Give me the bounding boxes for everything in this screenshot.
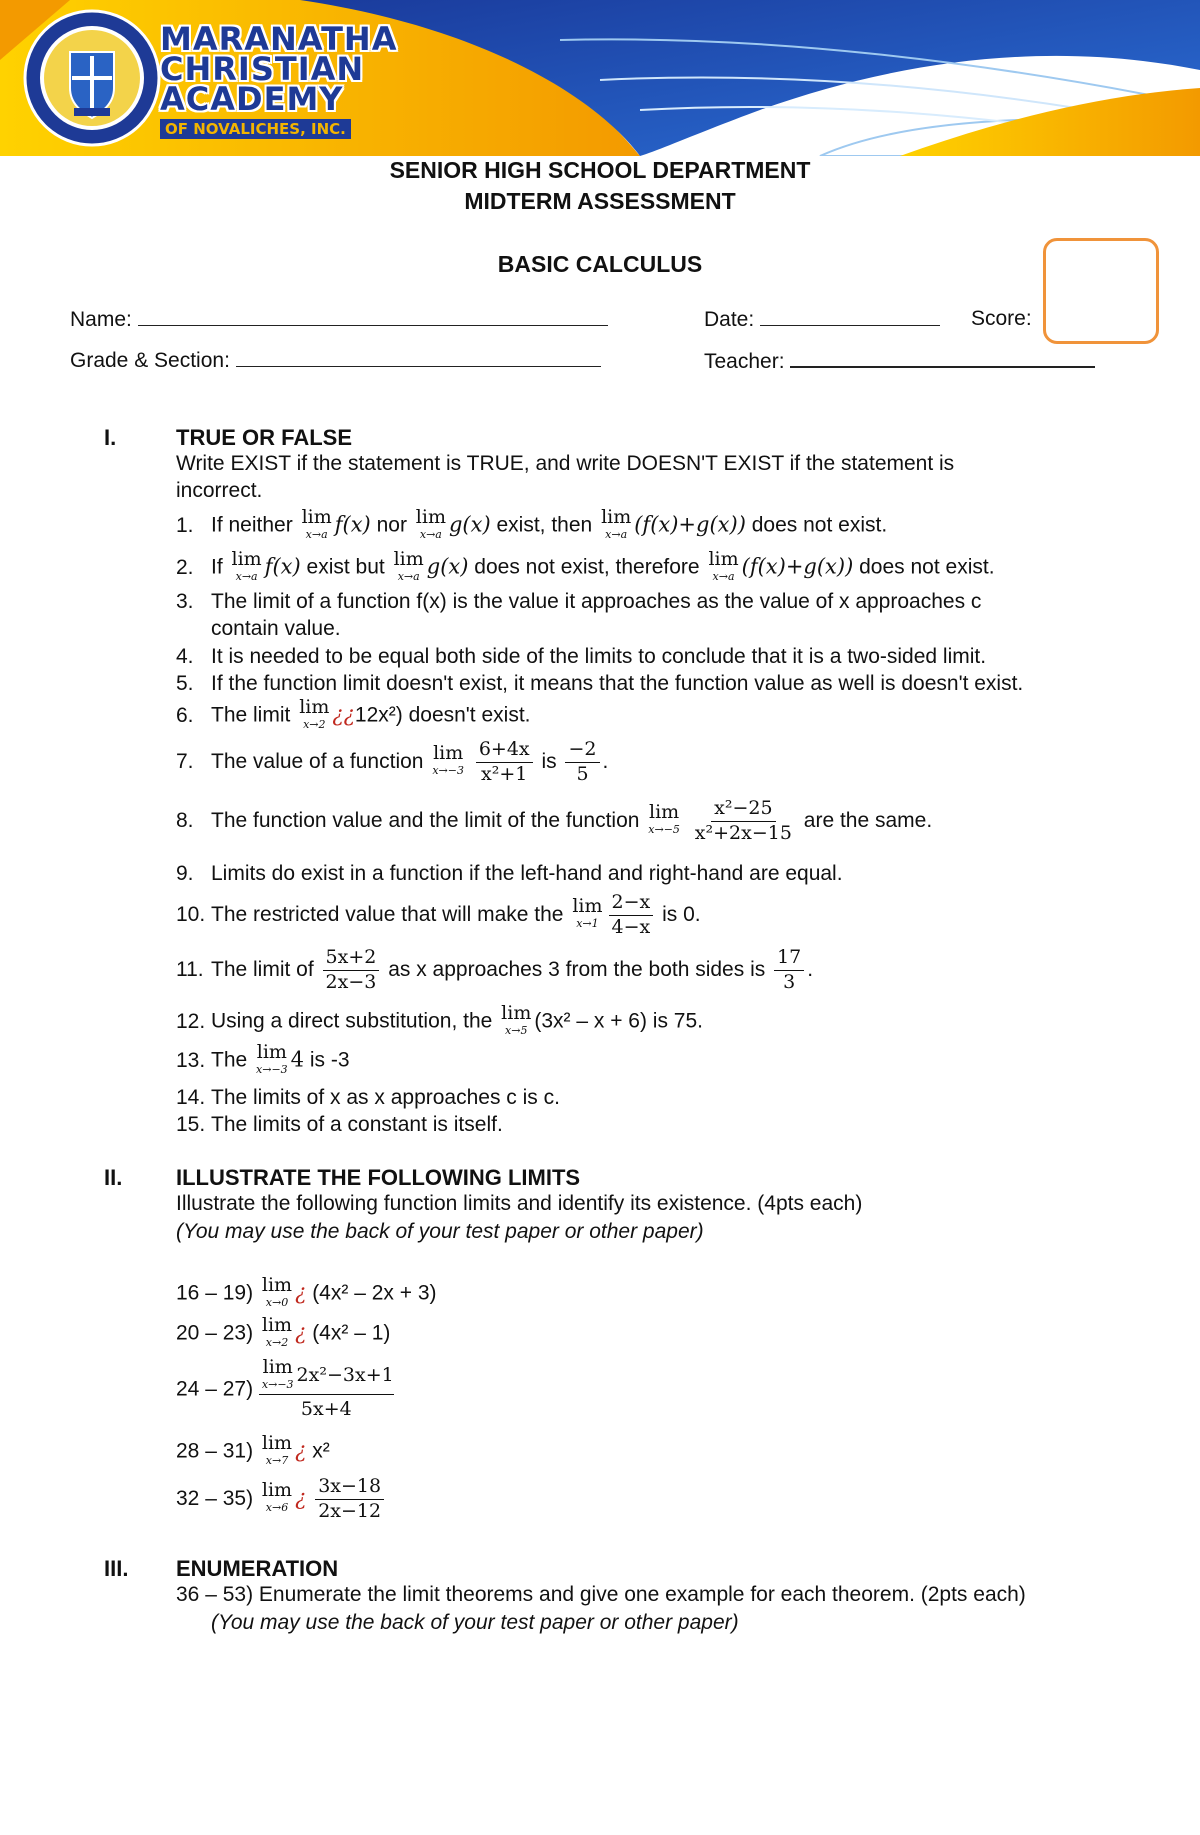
illustrate-item-2 (176, 1314, 391, 1350)
lim-word: lim (261, 1314, 293, 1336)
question-15 (176, 1113, 503, 1137)
q7-fraction (476, 740, 533, 785)
item5-denominator: 2x−12 (318, 1499, 382, 1522)
section3-instruction: 36 – 53) Enumerate the limit theorems and give one example for each theorem. (2pts each) (176, 1583, 1026, 1606)
lim-word: lim (708, 548, 739, 570)
q2-limit-f (232, 550, 262, 582)
section2-note: (You may use the back of your test paper or other paper) (176, 1220, 704, 1243)
item-label: 20 – 23) (176, 1321, 254, 1345)
q6-text-a: The limit (211, 703, 291, 727)
teacher-blank[interactable] (790, 348, 1095, 368)
q11-numerator: 5x+2 (323, 948, 380, 971)
item-limit (262, 1358, 294, 1390)
question-3 (176, 590, 981, 614)
q7-number: 7. (176, 749, 194, 773)
q11-text-b: as x approaches 3 from the both sides is (388, 957, 766, 981)
question-1 (176, 506, 888, 542)
school-name (160, 20, 398, 144)
q1-fx: f(x) (334, 512, 371, 537)
q13-text-b: is -3 (309, 1048, 350, 1072)
q7-result-numerator: −2 (565, 740, 599, 763)
q6-glyph: ¿¿ (332, 702, 355, 727)
q8-number: 8. (176, 808, 194, 832)
lim-word: lim (231, 548, 262, 570)
question-9 (176, 862, 843, 886)
q2-text-a: If (211, 555, 223, 579)
item-limit (262, 1434, 292, 1466)
lim-sub: x→−3 (256, 1063, 288, 1076)
illustrate-item-1 (176, 1274, 437, 1310)
lim-sub: x→6 (265, 1501, 289, 1515)
item-expression: (4x² – 2x + 3) (312, 1281, 437, 1305)
q14-text: The limits of x as x approaches c is c. (211, 1086, 560, 1109)
name-label: Name: (70, 308, 132, 331)
q8-text-a: The function value and the limit of the function (211, 808, 640, 832)
question-10 (176, 893, 701, 938)
lim-word: lim (649, 801, 680, 824)
item-limit (262, 1481, 292, 1513)
q5-text: If the function limit doesn't exist, it means that the function value as well is doesn't exist. (211, 672, 1024, 695)
q7-text-a: The value of a function (211, 749, 424, 773)
q10-text-a: The restricted value that will make the (211, 902, 564, 926)
q11-number: 11. (176, 957, 204, 981)
q3-text-line2: contain value. (211, 617, 341, 640)
subject-title: BASIC CALCULUS (497, 251, 703, 277)
question-13 (176, 1041, 350, 1077)
q8-limit (648, 803, 680, 835)
q1-limit-g (416, 508, 446, 540)
q1-limit-sum (601, 508, 631, 540)
q15-text: The limits of a constant is itself. (211, 1113, 503, 1136)
question-2 (176, 548, 995, 584)
q10-text-b: is 0. (662, 902, 701, 926)
q12-number: 12. (176, 1009, 206, 1033)
q11-result-fraction (774, 948, 804, 993)
question-6 (176, 696, 531, 732)
lim-word: lim (433, 742, 464, 765)
item3-fraction (259, 1356, 394, 1420)
q1-text-a: If neither (211, 513, 293, 537)
item-glyph: ¿ (295, 1485, 307, 1510)
q6-limit (299, 698, 329, 730)
question-8 (176, 799, 932, 844)
lim-word: lim (301, 506, 332, 528)
q1-fgx: (f(x)+g(x)) (634, 512, 746, 537)
lim-sub: x→−3 (432, 764, 464, 778)
date-field[interactable] (704, 307, 940, 332)
illustrate-item-5 (176, 1477, 387, 1522)
q9-number: 9. (176, 862, 194, 885)
school-seal-logo (22, 8, 162, 148)
lim-sub: x→a (305, 528, 328, 541)
q8-fraction (692, 799, 795, 844)
lim-sub: x→1 (576, 917, 599, 931)
section1-title: TRUE OR FALSE (176, 425, 353, 450)
q12-text-a: Using a direct substitution, the (211, 1009, 493, 1033)
question-14 (176, 1086, 560, 1110)
school-name-line1: MARANATHA (160, 20, 398, 58)
q5-number: 5. (176, 672, 194, 695)
q10-limit (572, 897, 602, 929)
lim-word: lim (256, 1041, 287, 1063)
q10-numerator: 2−x (609, 893, 654, 916)
lim-word: lim (415, 506, 446, 528)
lim-sub: x→a (419, 528, 442, 541)
q4-number: 4. (176, 645, 194, 668)
question-11: 11. The limit of $\frac{5x+2}{2x-3}$ as x approaches 3 from the both sides is $\frac{17}{3}$ . (176, 946, 814, 993)
q9-text: Limits do exist in a function if the left-hand and right-hand are equal. (211, 862, 843, 885)
lim-word: lim (261, 1274, 293, 1296)
lim-sub: x→a (397, 570, 420, 583)
lim-word: lim (262, 1356, 293, 1378)
section2-title: ILLUSTRATE THE FOLLOWING LIMITS (176, 1165, 581, 1190)
grade-section-label: Grade & Section: (70, 349, 230, 372)
section1-instruction-line2: incorrect. (176, 479, 263, 502)
q6-number: 6. (176, 703, 194, 727)
lim-word: lim (572, 895, 603, 918)
lim-sub: x→−5 (648, 823, 680, 837)
item-label: 32 – 35) (176, 1486, 254, 1510)
q13-text-a: The (211, 1048, 248, 1072)
section3-title: ENUMERATION (176, 1556, 339, 1581)
lim-sub: x→−3 (261, 1378, 294, 1391)
q8-numerator: x²−25 (711, 799, 775, 822)
teacher-field[interactable] (704, 348, 1095, 374)
q2-number: 2. (176, 555, 194, 579)
q1-gx: g(x) (448, 512, 491, 537)
question-4 (176, 645, 986, 669)
illustrate-item-3 (176, 1356, 394, 1420)
item-glyph: ¿ (295, 1438, 307, 1463)
lim-sub: x→0 (265, 1296, 289, 1309)
q2-limit-sum (708, 550, 738, 582)
lim-word: lim (501, 1002, 532, 1024)
q12-text-b: (3x² – x + 6) is 75. (534, 1009, 703, 1033)
date-label: Date: (704, 308, 755, 331)
q1-limit-f (302, 508, 332, 540)
name-blank[interactable] (138, 307, 608, 326)
lim-sub: x→a (235, 570, 258, 583)
lim-word: lim (261, 1479, 293, 1502)
q7-result-denominator: 5 (576, 762, 589, 785)
q10-denominator: 4−x (611, 915, 651, 938)
item-expression: x² (312, 1439, 330, 1463)
section1-number: I. (104, 425, 117, 450)
q4-text: It is needed to be equal both side of the limits to conclude that it is a two-sided limit. (211, 645, 987, 668)
item-label: 24 – 27) (176, 1377, 254, 1401)
question-7: 7. The value of a function lim x→−3 $\frac{6+4x}{\text{x²+1}}$ is $\frac{-2}{5}$ . (176, 738, 609, 785)
question-5 (176, 672, 1023, 696)
q3-number: 3. (176, 590, 194, 613)
item3-numerator: 2x²−3x+1 (296, 1364, 394, 1386)
q13-limit (256, 1043, 288, 1075)
lim-sub: x→a (605, 528, 628, 541)
grade-section-blank[interactable] (236, 348, 601, 367)
item5-fraction (315, 1477, 384, 1522)
score-box[interactable] (1043, 238, 1159, 344)
q10-fraction (609, 893, 654, 938)
q2-gx: g(x) (426, 554, 469, 579)
assessment-title: MIDTERM ASSESSMENT (464, 188, 736, 214)
lim-sub: x→2 (265, 1336, 289, 1349)
q2-text-b: exist but (306, 555, 385, 579)
q15-number: 15. (176, 1113, 206, 1136)
lim-sub: x→7 (265, 1454, 289, 1467)
q7-result-fraction (565, 740, 599, 785)
q13-number: 13. (176, 1048, 206, 1072)
q1-number: 1. (176, 513, 194, 537)
q10-number: 10. (176, 902, 206, 926)
item3-numerator-row (259, 1356, 394, 1395)
q13-constant: 4 (290, 1047, 305, 1072)
q11-fraction (323, 948, 380, 993)
teacher-label: Teacher: (704, 350, 785, 373)
section3-note: (You may use the back of your test paper or other paper) (211, 1611, 739, 1634)
lim-word: lim (261, 1432, 293, 1454)
grade-section-field[interactable] (70, 348, 601, 373)
q7-text-b: is (541, 749, 557, 773)
q11-result-denominator: 3 (783, 970, 796, 993)
item-label: 16 – 19) (176, 1281, 254, 1305)
score-label: Score: (971, 307, 1032, 330)
q2-text-c: does not exist, therefore (474, 555, 700, 579)
item-limit (262, 1316, 292, 1348)
school-name-line2: CHRISTIAN (160, 50, 365, 88)
q2-text-d: does not exist. (859, 555, 995, 579)
item3-denominator: 5x+4 (300, 1398, 352, 1420)
q11-text-a: The limit of (211, 957, 314, 981)
q7-denominator: x²+1 (481, 762, 528, 785)
q2-fx: f(x) (264, 554, 301, 579)
item-label: 28 – 31) (176, 1439, 254, 1463)
q1-text-b: nor (376, 513, 407, 537)
department-title: SENIOR HIGH SCHOOL DEPARTMENT (389, 157, 811, 183)
section2-number: II. (104, 1165, 123, 1190)
section2-instruction: Illustrate the following function limits and identify its existence. (4pts each) (176, 1192, 863, 1215)
school-name-line3: ACADEMY (160, 80, 344, 118)
item-limit (262, 1276, 292, 1308)
q11-result-numerator: 17 (774, 948, 804, 971)
q1-text-d: does not exist. (751, 513, 888, 537)
q1-text-c: exist, then (496, 513, 593, 537)
school-name-line4: OF NOVALICHES, INC. (160, 119, 351, 139)
q3-text-line1: The limit of a function f(x) is the value it approaches as the value of x approaches c (211, 590, 982, 613)
q8-denominator: x²+2x−15 (694, 821, 792, 844)
lim-word: lim (393, 548, 424, 570)
item-expression: (4x² – 1) (312, 1321, 391, 1345)
q2-limit-g (394, 550, 424, 582)
q8-text-b: are the same. (803, 808, 933, 832)
item5-numerator: 3x−18 (315, 1477, 384, 1500)
section1-instruction-line1: Write EXIST if the statement is TRUE, and write DOESN'T EXIST if the statement is (176, 452, 955, 475)
q6-text-b: 12x²) doesn't exist. (354, 703, 531, 727)
item-glyph: ¿ (295, 1320, 307, 1345)
school-banner (0, 0, 1200, 156)
item-glyph: ¿ (295, 1280, 307, 1305)
name-field[interactable] (70, 307, 608, 332)
lim-sub: x→5 (505, 1024, 528, 1037)
lim-sub: x→a (712, 570, 735, 583)
q7-limit (432, 744, 464, 776)
lim-sub: x→2 (303, 718, 326, 731)
q2-fgx: (f(x)+g(x)) (741, 554, 854, 579)
date-blank[interactable] (760, 307, 940, 326)
q11-denominator: 2x−3 (325, 970, 377, 993)
illustrate-item-4 (176, 1432, 330, 1468)
section3-number: III. (104, 1556, 129, 1581)
q7-numerator: 6+4x (476, 740, 533, 763)
lim-word: lim (299, 696, 330, 718)
question-12 (176, 1002, 703, 1038)
lim-word: lim (601, 506, 632, 528)
q12-limit (501, 1004, 531, 1036)
q14-number: 14. (176, 1086, 206, 1109)
